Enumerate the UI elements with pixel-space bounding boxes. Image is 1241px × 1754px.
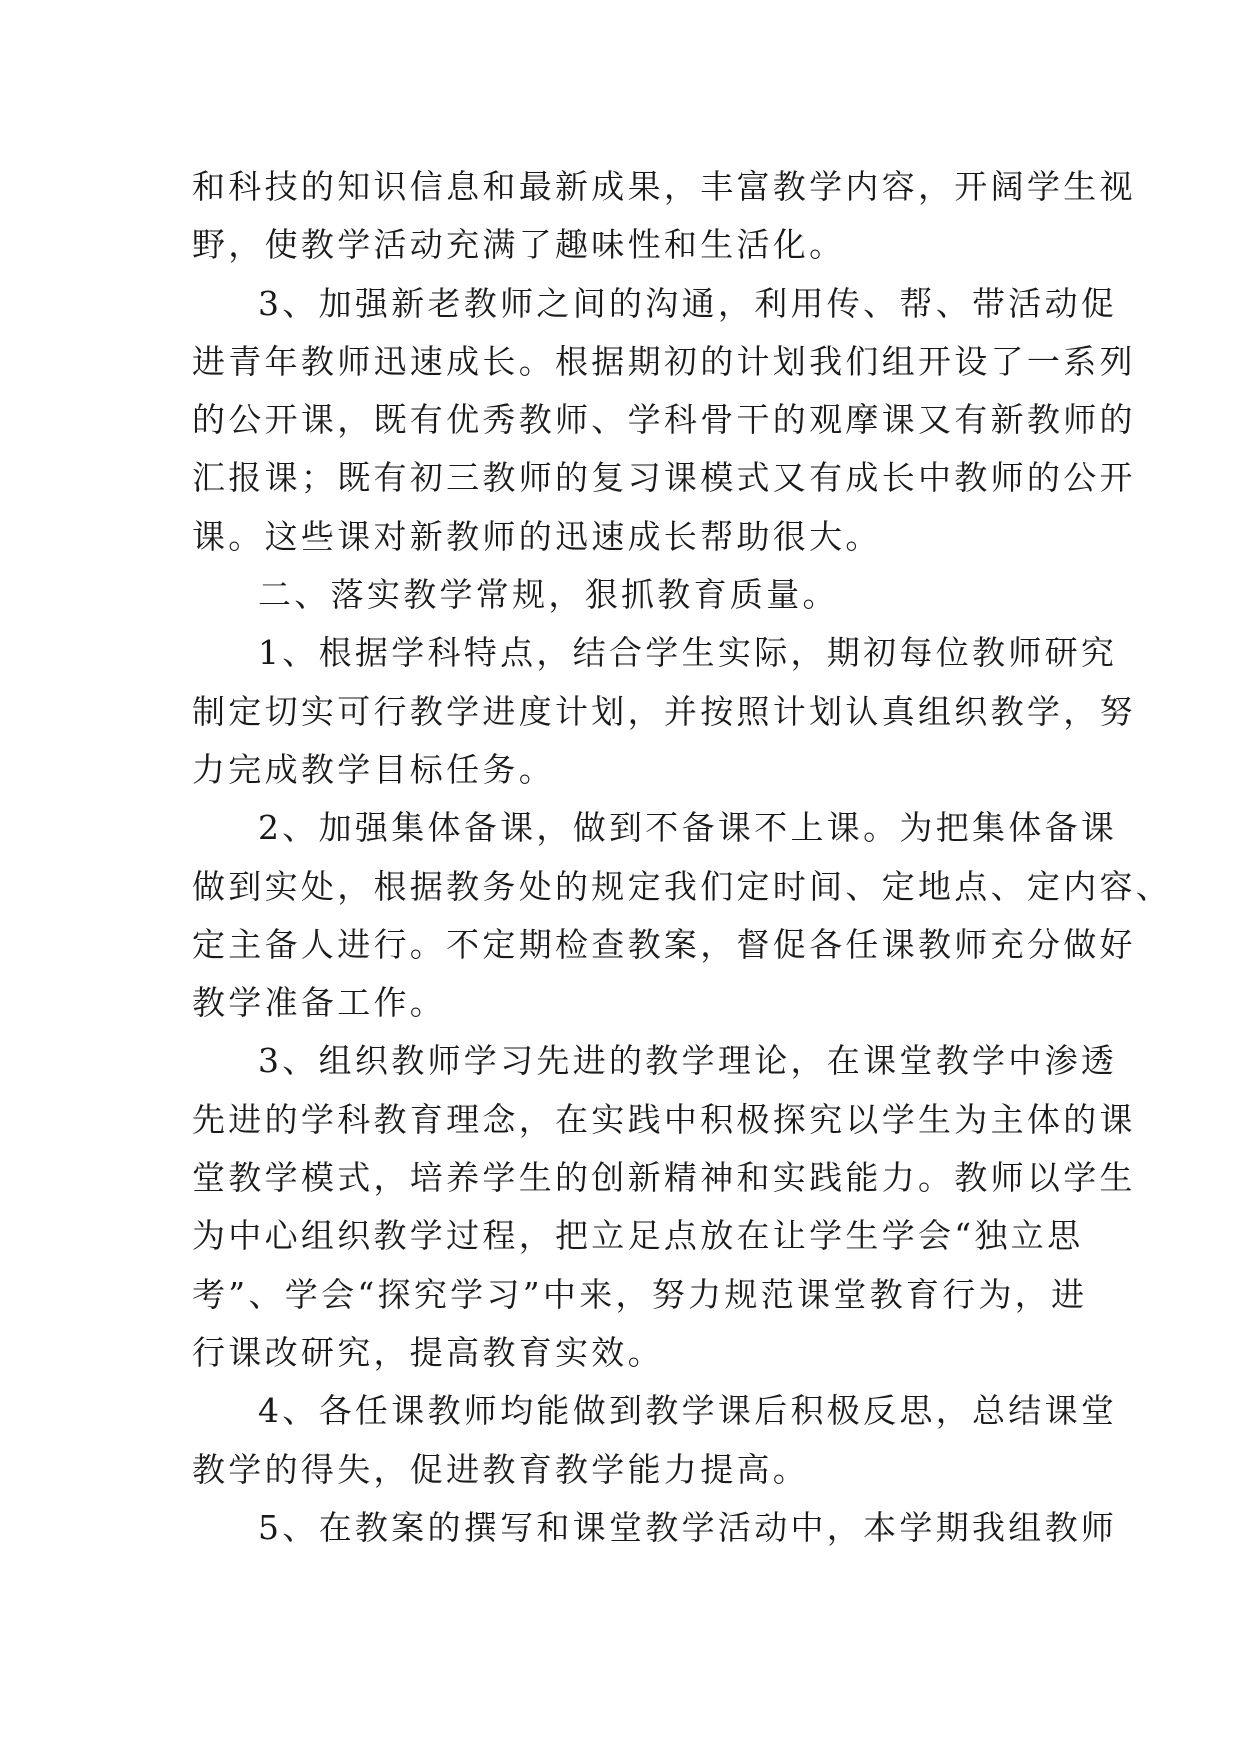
text-line: 进青年教师迅速成长。根据期初的计划我们组开设了一系列 xyxy=(192,341,1136,381)
text-line: 汇报课；既有初三教师的复习课模式又有成长中教师的公开 xyxy=(192,458,1136,498)
text-line: 力完成教学目标任务。 xyxy=(192,749,555,789)
text-line: 先进的学科教育理念，在实践中积极探究以学生为主体的课 xyxy=(192,1099,1136,1139)
body-text xyxy=(192,158,1173,1557)
text-line: 堂教学模式，培养学生的创新精神和实践能力。教师以学生 xyxy=(192,1158,1136,1198)
text-line: 制定切实可行教学进度计划，并按照计划认真组织教学，努 xyxy=(192,691,1136,731)
text-line: 野，使教学活动充满了趣味性和生活化。 xyxy=(192,225,846,265)
text-line: 2、加强集体备课，做到不备课不上课。为把集体备课 xyxy=(258,808,1118,848)
text-line: 和科技的知识信息和最新成果，丰富教学内容，开阔学生视 xyxy=(192,167,1136,206)
text-line: 5、在教案的撰写和课堂教学活动中，本学期我组教师 xyxy=(258,1507,1118,1547)
text-line: 考”、学会“探究学习”中来，努力规范课堂教育行为，进 xyxy=(192,1274,1088,1314)
text-line: 课。这些课对新教师的迅速成长帮助很大。 xyxy=(192,516,882,556)
text-line: 行课改研究，提高教育实效。 xyxy=(192,1332,664,1372)
text-line: 的公开课，既有优秀教师、学科骨干的观摩课又有新教师的 xyxy=(192,400,1136,440)
text-line: 教学准备工作。 xyxy=(192,983,447,1023)
text-line: 做到实处，根据教务处的规定我们定时间、定地点、定内容、 xyxy=(192,866,1173,906)
text-line: 为中心组织教学过程，把立足点放在让学生学会“独立思 xyxy=(192,1216,1084,1256)
text-line: 定主备人进行。不定期检查教案，督促各任课教师充分做好 xyxy=(192,924,1136,964)
section-heading: 二、落实教学常规，狠抓教育质量。 xyxy=(258,575,839,615)
text-line: 3、组织教师学习先进的教学理论，在课堂教学中渗透 xyxy=(258,1041,1118,1081)
text-line: 4、各任课教师均能做到教学课后积极反思，总结课堂 xyxy=(258,1391,1118,1431)
text-line: 教学的得失，促进教育教学能力提高。 xyxy=(192,1449,810,1489)
text-line: 3、加强新老教师之间的沟通，利用传、帮、带活动促 xyxy=(258,283,1118,323)
text-line: 1、根据学科特点，结合学生实际，期初每位教师研究 xyxy=(258,633,1118,673)
